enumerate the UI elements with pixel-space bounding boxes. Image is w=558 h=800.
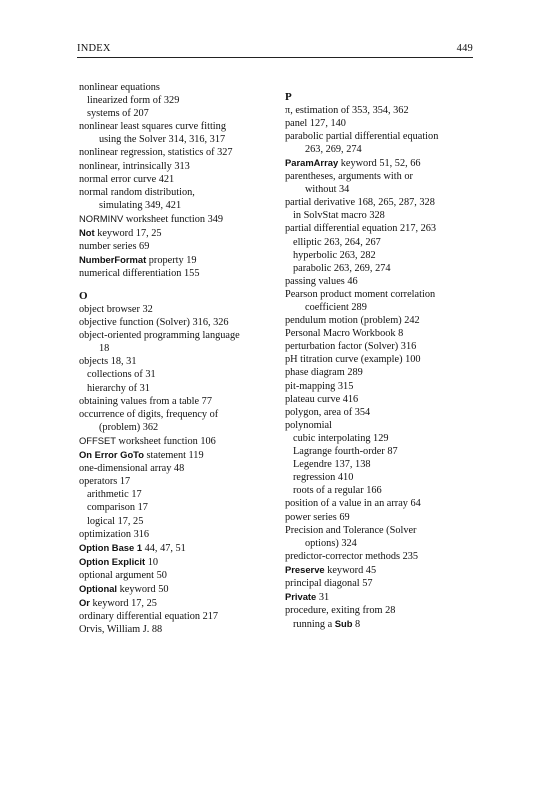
entry-text: plateau curve 416 [285,393,359,405]
entry-text: using the Solver 314, 316, 317 [99,134,226,146]
entry-text: polygon, area of 354 [285,406,371,418]
entry-text: hierarchy of 31 [87,382,150,394]
entry-text: options) 324 [305,537,357,549]
entry-text: pH titration curve (example) 100 [285,354,421,366]
index-subentry [79,501,279,514]
index-entry [79,316,279,329]
entry-text: hyperbolic 263, 282 [293,249,376,261]
index-subentry [285,617,485,631]
entry-text: operators 17 [79,476,131,488]
index-entry [285,340,485,353]
entry-text: P [285,90,292,103]
index-entry [285,497,485,510]
index-entry [79,541,279,555]
index-entry [79,569,279,582]
entry-text: predictor-corrector methods 235 [285,550,419,562]
entry-text: object-oriented programming language [79,330,240,342]
index-column-right [285,81,485,631]
index-entry [79,303,279,316]
index-entry [79,240,279,253]
entry-text: pendulum motion (problem) 242 [285,315,420,327]
keyword-term: Preserve [285,563,325,575]
index-entry [285,196,485,209]
entry-text: procedure, exiting from 28 [285,605,396,617]
entry-text: object browser 32 [79,304,153,315]
index-entry [79,395,279,408]
index-entry [79,462,279,475]
index-entry [285,393,485,406]
entry-text: simulating 349, 421 [99,199,182,211]
entry-text: parentheses, arguments with or [285,171,413,183]
index-entry [79,555,279,569]
index-entry [79,408,279,421]
entry-text: statement 119 [143,450,204,462]
index-entry [285,288,485,301]
index-entry [285,366,485,379]
index-entry [79,582,279,596]
index-subentry [285,445,485,458]
index-subentry [285,484,485,497]
index-entry [285,524,485,537]
entry-text: π, estimation of 353, 354, 362 [285,104,409,116]
entry-text: coefficient 289 [305,302,367,313]
index-entry [285,419,485,432]
entry-text: phase diagram 289 [285,367,363,379]
index-entry-continuation [79,421,279,434]
keyword-term: NumberFormat [79,254,147,266]
index-subentry [285,209,485,222]
index-subentry [285,236,485,249]
entry-text: Precision and Tolerance (Solver [285,524,417,536]
index-entry [285,353,485,366]
keyword-term: On Error GoTo [79,449,144,461]
index-entry [285,380,485,393]
index-subentry [285,432,485,445]
function-name: NORMINV [79,212,124,224]
function-name: OFFSET [79,434,116,446]
entry-text: objective function (Solver) 316, 326 [79,317,229,329]
entry-text: principal diagonal 57 [285,577,373,589]
entry-text: Pearson product moment correlation [285,288,436,300]
index-entry [79,186,279,199]
entry-text: 44, 47, 51 [142,542,186,554]
keyword-term: Not [79,227,95,239]
entry-text: nonlinear regression, statistics of 327 [79,147,233,159]
index-subentry [79,488,279,501]
index-subentry [79,94,279,107]
keyword-term: ParamArray [285,156,339,168]
entry-text: normal random distribution, [79,186,195,198]
index-entry [285,590,485,604]
entry-text: without 34 [305,184,350,196]
entry-text: keyword 17, 25 [94,228,162,240]
entry-text: ordinary differential equation 217 [79,611,219,623]
entry-text: partial derivative 168, 265, 287, 328 [285,197,435,209]
index-entry [79,267,279,280]
entry-text: keyword 17, 25 [89,598,157,610]
entry-text: power series 69 [285,511,350,523]
index-entry [285,406,485,419]
index-entry-continuation [285,537,485,550]
section-letter-heading [285,91,485,104]
section-letter-heading [79,290,279,303]
entry-text: in SolvStat macro 328 [293,210,385,222]
entry-text: (problem) 362 [99,421,159,433]
entry-text: obtaining values from a table 77 [79,395,212,407]
index-entry [285,511,485,524]
entry-text: occurrence of digits, frequency of [79,408,219,420]
index-entry [79,329,279,342]
index-subentry [79,368,279,381]
entry-text: 8 [352,619,361,631]
entry-text: number series 69 [79,241,150,253]
entry-text: running a [293,619,335,631]
entry-text: roots of a regular 166 [293,485,382,497]
index-entry [79,610,279,623]
index-entry [285,577,485,590]
entry-text: panel 127, 140 [285,117,346,129]
index-entry [79,120,279,133]
index-entry [79,623,279,636]
index-subentry [79,515,279,528]
entry-text: Lagrange fourth-order 87 [293,446,398,458]
entry-text: position of a value in an array 64 [285,498,421,510]
entry-text: regression 410 [293,472,354,484]
index-entry [79,528,279,541]
index-entry [79,146,279,159]
entry-text: 31 [316,592,330,604]
running-head-title: INDEX [77,43,111,54]
page-header [77,41,473,58]
entry-text: property 19 [146,255,197,267]
index-entry-continuation [285,143,485,156]
section-gap [79,280,279,290]
index-entry-continuation [285,183,485,196]
index-entry [79,81,279,94]
index-subentry [285,471,485,484]
entry-text: worksheet function 106 [115,435,216,447]
keyword-term: Option Base 1 [79,541,143,553]
index-subentry [79,107,279,120]
index-entry [79,173,279,186]
index-entry-continuation [285,301,485,314]
index-entry [79,160,279,173]
entry-text: nonlinear least squares curve fitting [79,121,226,133]
entry-text: polynomial [285,419,332,431]
entry-text: nonlinear, intrinsically 313 [79,160,190,172]
entry-text: nonlinear equations [79,82,160,93]
entry-text: arithmetic 17 [87,489,142,501]
entry-text: parabolic partial differential equation [285,130,439,142]
index-entry [79,448,279,462]
index-entry-continuation [79,342,279,355]
entry-text: elliptic 263, 264, 267 [293,236,381,248]
index-column-left [79,81,279,636]
index-entry [285,275,485,288]
index-entry [79,253,279,267]
index-entry [285,327,485,340]
index-entry [79,226,279,240]
entry-text: pit-mapping 315 [285,380,354,392]
entry-text: systems of 207 [87,108,149,120]
index-entry-continuation [79,199,279,212]
index-entry [79,475,279,488]
index-subentry [79,382,279,395]
index-subentry [285,249,485,262]
index-entry [79,434,279,448]
entry-text: logical 17, 25 [87,515,144,527]
index-entry [285,170,485,183]
index-entry [285,130,485,143]
entry-text: optimization 316 [79,528,150,540]
entry-text: keyword 50 [117,583,169,595]
entry-text: optional argument 50 [79,569,167,581]
index-entry [285,314,485,327]
entry-text: parabolic 263, 269, 274 [293,262,391,274]
index-entry [285,117,485,130]
entry-text: cubic interpolating 129 [293,432,389,444]
entry-text: passing values 46 [285,275,358,287]
index-entry [79,355,279,368]
keyword-term: Private [285,591,317,603]
entry-text: partial differential equation 217, 263 [285,223,437,235]
entry-text: Orvis, William J. 88 [79,624,163,636]
index-entry [285,156,485,170]
entry-text: keyword 45 [324,564,377,576]
keyword-term: Sub [334,618,353,630]
entry-text: Legendre 137, 138 [293,459,371,471]
index-entry-continuation [79,133,279,146]
index-subentry [285,458,485,471]
index-entry [79,596,279,610]
index-entry [285,550,485,563]
entry-text: linearized form of 329 [87,95,180,107]
index-entry [285,222,485,235]
entry-text: numerical differentiation 155 [79,268,200,280]
index-entry [285,563,485,577]
entry-text: perturbation factor (Solver) 316 [285,341,417,353]
section-gap [285,81,485,91]
index-subentry [285,262,485,275]
page-number: 449 [456,43,473,54]
index-entry [285,604,485,617]
entry-text: 18 [99,343,110,355]
keyword-term: Or [79,597,90,609]
entry-text: collections of 31 [87,369,156,381]
entry-text: comparison 17 [87,502,148,514]
entry-text: objects 18, 31 [79,356,137,368]
entry-text: normal error curve 421 [79,173,175,185]
index-entry [79,212,279,226]
entry-text: Personal Macro Workbook 8 [285,328,404,340]
keyword-term: Option Explicit [79,555,146,567]
entry-text: 10 [145,556,159,568]
entry-text: keyword 51, 52, 66 [338,157,421,169]
entry-text: one-dimensional array 48 [79,463,185,475]
keyword-term: Optional [79,582,118,594]
index-entry [285,104,485,117]
entry-text: worksheet function 349 [123,213,224,225]
entry-text: O [79,289,88,302]
entry-text: 263, 269, 274 [305,143,362,155]
